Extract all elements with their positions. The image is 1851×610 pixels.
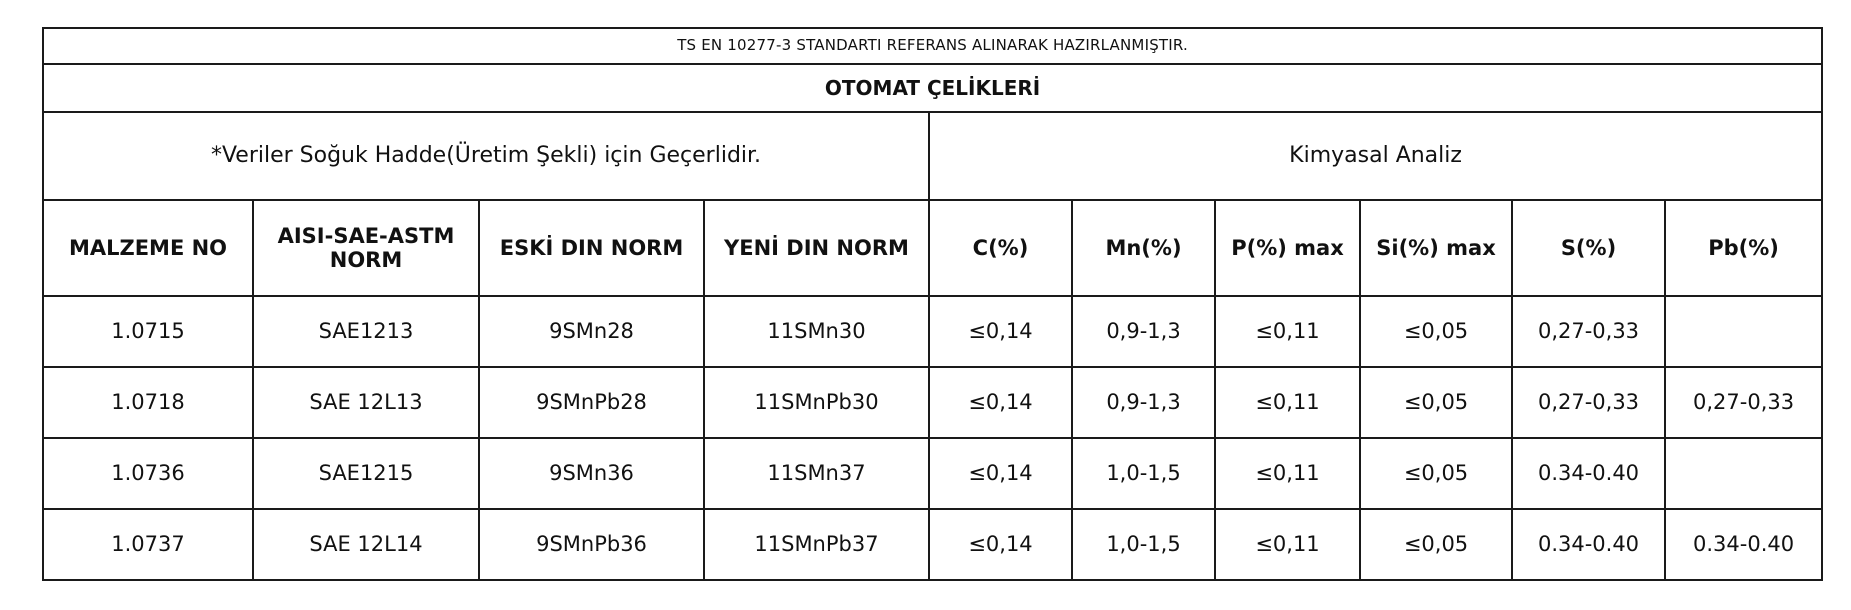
column-header: YENİ DIN NORM bbox=[704, 200, 929, 296]
table-row bbox=[43, 367, 1822, 438]
table-cell: ≤0,14 bbox=[929, 296, 1072, 367]
table-cell: 0.34-0.40 bbox=[1512, 438, 1665, 509]
table-row bbox=[43, 438, 1822, 509]
column-header: Si(%) max bbox=[1360, 200, 1512, 296]
table-cell: 9SMn36 bbox=[479, 438, 704, 509]
column-header: C(%) bbox=[929, 200, 1072, 296]
table-cell: ≤0,11 bbox=[1215, 367, 1360, 438]
table-cell: 0,9-1,3 bbox=[1072, 296, 1215, 367]
table-cell: ≤0,11 bbox=[1215, 438, 1360, 509]
table-cell: 1.0718 bbox=[43, 367, 253, 438]
table-cell: SAE 12L14 bbox=[253, 509, 479, 580]
column-header-row bbox=[43, 200, 1822, 296]
table-cell: 1.0737 bbox=[43, 509, 253, 580]
table-cell: 0,27-0,33 bbox=[1512, 296, 1665, 367]
table-cell: SAE 12L13 bbox=[253, 367, 479, 438]
table-cell: 11SMn30 bbox=[704, 296, 929, 367]
column-header: AISI-SAE-ASTM NORM bbox=[253, 200, 479, 296]
table-cell: 1.0715 bbox=[43, 296, 253, 367]
standard-note: TS EN 10277-3 STANDARTI REFERANS ALINARAK HAZIRLANMIŞTIR. bbox=[43, 28, 1822, 64]
column-header: MALZEME NO bbox=[43, 200, 253, 296]
table-cell: 11SMnPb37 bbox=[704, 509, 929, 580]
validity-note: *Veriler Soğuk Hadde(Üretim Şekli) için Geçerlidir. bbox=[43, 112, 929, 200]
column-header: Pb(%) bbox=[1665, 200, 1822, 296]
table-cell: ≤0,14 bbox=[929, 367, 1072, 438]
title-row bbox=[43, 64, 1822, 112]
table-cell: 9SMn28 bbox=[479, 296, 704, 367]
table-cell: SAE1213 bbox=[253, 296, 479, 367]
table-cell: 0.34-0.40 bbox=[1665, 509, 1822, 580]
column-header: P(%) max bbox=[1215, 200, 1360, 296]
table-cell: 9SMnPb36 bbox=[479, 509, 704, 580]
table-cell: ≤0,14 bbox=[929, 438, 1072, 509]
column-header: ESKİ DIN NORM bbox=[479, 200, 704, 296]
steel-spec-table bbox=[42, 27, 1823, 581]
table-row bbox=[43, 296, 1822, 367]
group-header-row bbox=[43, 112, 1822, 200]
table-cell: ≤0,14 bbox=[929, 509, 1072, 580]
table-cell: 1,0-1,5 bbox=[1072, 438, 1215, 509]
column-header: Mn(%) bbox=[1072, 200, 1215, 296]
table-title: OTOMAT ÇELİKLERİ bbox=[43, 64, 1822, 112]
table-cell: 11SMn37 bbox=[704, 438, 929, 509]
table-cell: ≤0,05 bbox=[1360, 509, 1512, 580]
table-cell: 0.34-0.40 bbox=[1512, 509, 1665, 580]
table-cell: ≤0,05 bbox=[1360, 296, 1512, 367]
table-cell: 1.0736 bbox=[43, 438, 253, 509]
table-cell: 9SMnPb28 bbox=[479, 367, 704, 438]
table-row bbox=[43, 509, 1822, 580]
table-cell: 0,9-1,3 bbox=[1072, 367, 1215, 438]
table-cell: ≤0,05 bbox=[1360, 367, 1512, 438]
table-cell: 0,27-0,33 bbox=[1665, 367, 1822, 438]
table-cell bbox=[1665, 438, 1822, 509]
table-cell: 0,27-0,33 bbox=[1512, 367, 1665, 438]
table-cell bbox=[1665, 296, 1822, 367]
note-row bbox=[43, 28, 1822, 64]
table-cell: ≤0,11 bbox=[1215, 509, 1360, 580]
table-cell: 1,0-1,5 bbox=[1072, 509, 1215, 580]
table-cell: ≤0,05 bbox=[1360, 438, 1512, 509]
table-cell: SAE1215 bbox=[253, 438, 479, 509]
table-cell: ≤0,11 bbox=[1215, 296, 1360, 367]
chemical-analysis-header: Kimyasal Analiz bbox=[929, 112, 1822, 200]
column-header: S(%) bbox=[1512, 200, 1665, 296]
table-cell: 11SMnPb30 bbox=[704, 367, 929, 438]
